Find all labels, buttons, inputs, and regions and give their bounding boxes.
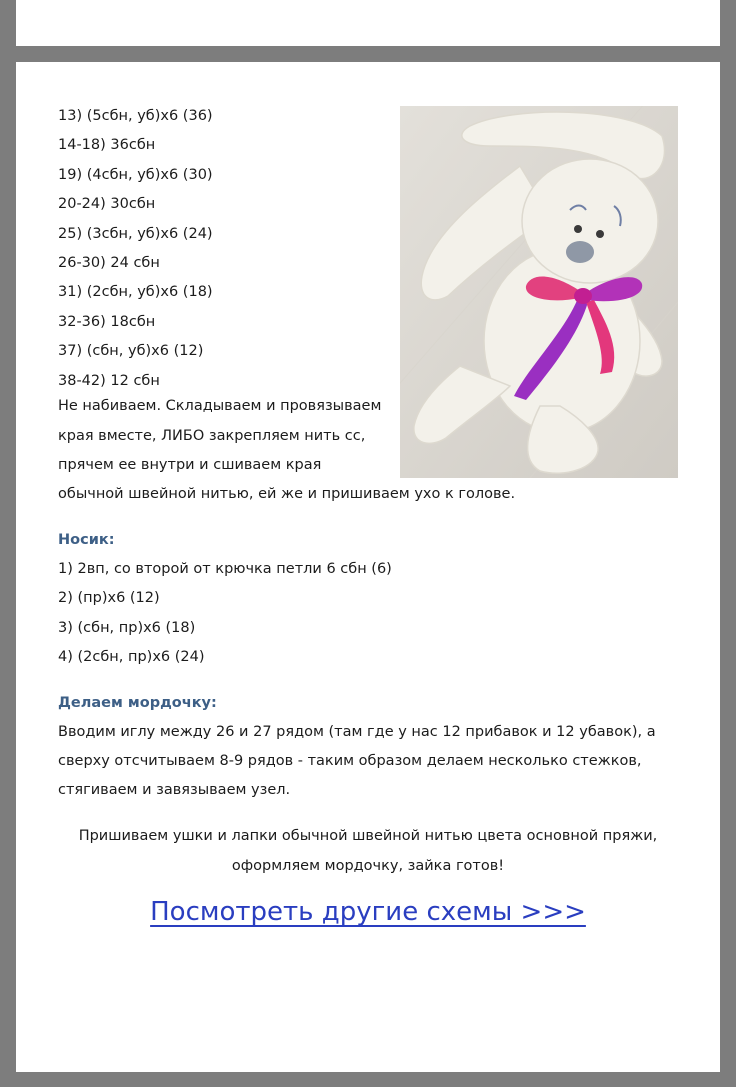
closing-line: Пришиваем ушки и лапки обычной швейной нитью цвета основной пряжи,: [78, 828, 658, 844]
body-rows-list: [58, 102, 408, 396]
face-instruction-line: Вводим иглу между 26 и 27 рядом (там где у нас 12 прибавок и 12 убавок), а: [58, 724, 656, 740]
pattern-row: 32-36) 18сбн: [58, 313, 156, 330]
pattern-row: 19) (4сбн, уб)х6 (30): [58, 166, 213, 183]
finish-instruction-line: края вместе, ЛИБО закрепляем нить сс,: [58, 428, 366, 444]
bunny-photo: [400, 106, 678, 478]
more-patterns-link[interactable]: Посмотреть другие схемы >>>: [150, 897, 586, 927]
face-heading: Делаем мордочку:: [58, 695, 217, 711]
nose-row: 2) (пр)х6 (12): [58, 590, 160, 606]
pattern-row: 25) (3сбн, уб)х6 (24): [58, 225, 213, 242]
pattern-row: 20-24) 30сбн: [58, 196, 156, 213]
pattern-row: 14-18) 36сбн: [58, 137, 156, 154]
previous-page-card: [16, 0, 720, 46]
pattern-page: [16, 62, 720, 1072]
pattern-row: 38-42) 12 сбн: [58, 372, 160, 389]
nose-row: 3) (сбн, пр)х6 (18): [58, 620, 196, 636]
finish-instruction-line: Не набиваем. Складываем и провязываем: [58, 398, 382, 414]
nose-row: 1) 2вп, со второй от крючка петли 6 сбн (6): [58, 561, 392, 577]
nose-heading: Носик:: [58, 532, 115, 548]
pattern-row: 26-30) 24 сбн: [58, 254, 160, 271]
finish-instruction-line: обычной швейной нитью, ей же и пришиваем ухо к голове.: [58, 486, 516, 502]
face-instruction-line: стягиваем и завязываем узел.: [58, 782, 291, 798]
face-instruction-line: сверху отсчитываем 8-9 рядов - таким образом делаем несколько стежков,: [58, 753, 642, 769]
more-patterns-link-wrapper: [16, 897, 720, 927]
closing-line: оформляем мордочку, зайка готов!: [231, 858, 505, 874]
pattern-row: 31) (2сбн, уб)х6 (18): [58, 284, 213, 301]
pattern-row: 37) (сбн, уб)х6 (12): [58, 343, 204, 360]
finish-instruction-line: прячем ее внутри и сшиваем края: [58, 457, 322, 473]
nose-row: 4) (2сбн, пр)х6 (24): [58, 649, 205, 665]
pattern-row: 13) (5сбн, уб)х6 (36): [58, 108, 213, 124]
